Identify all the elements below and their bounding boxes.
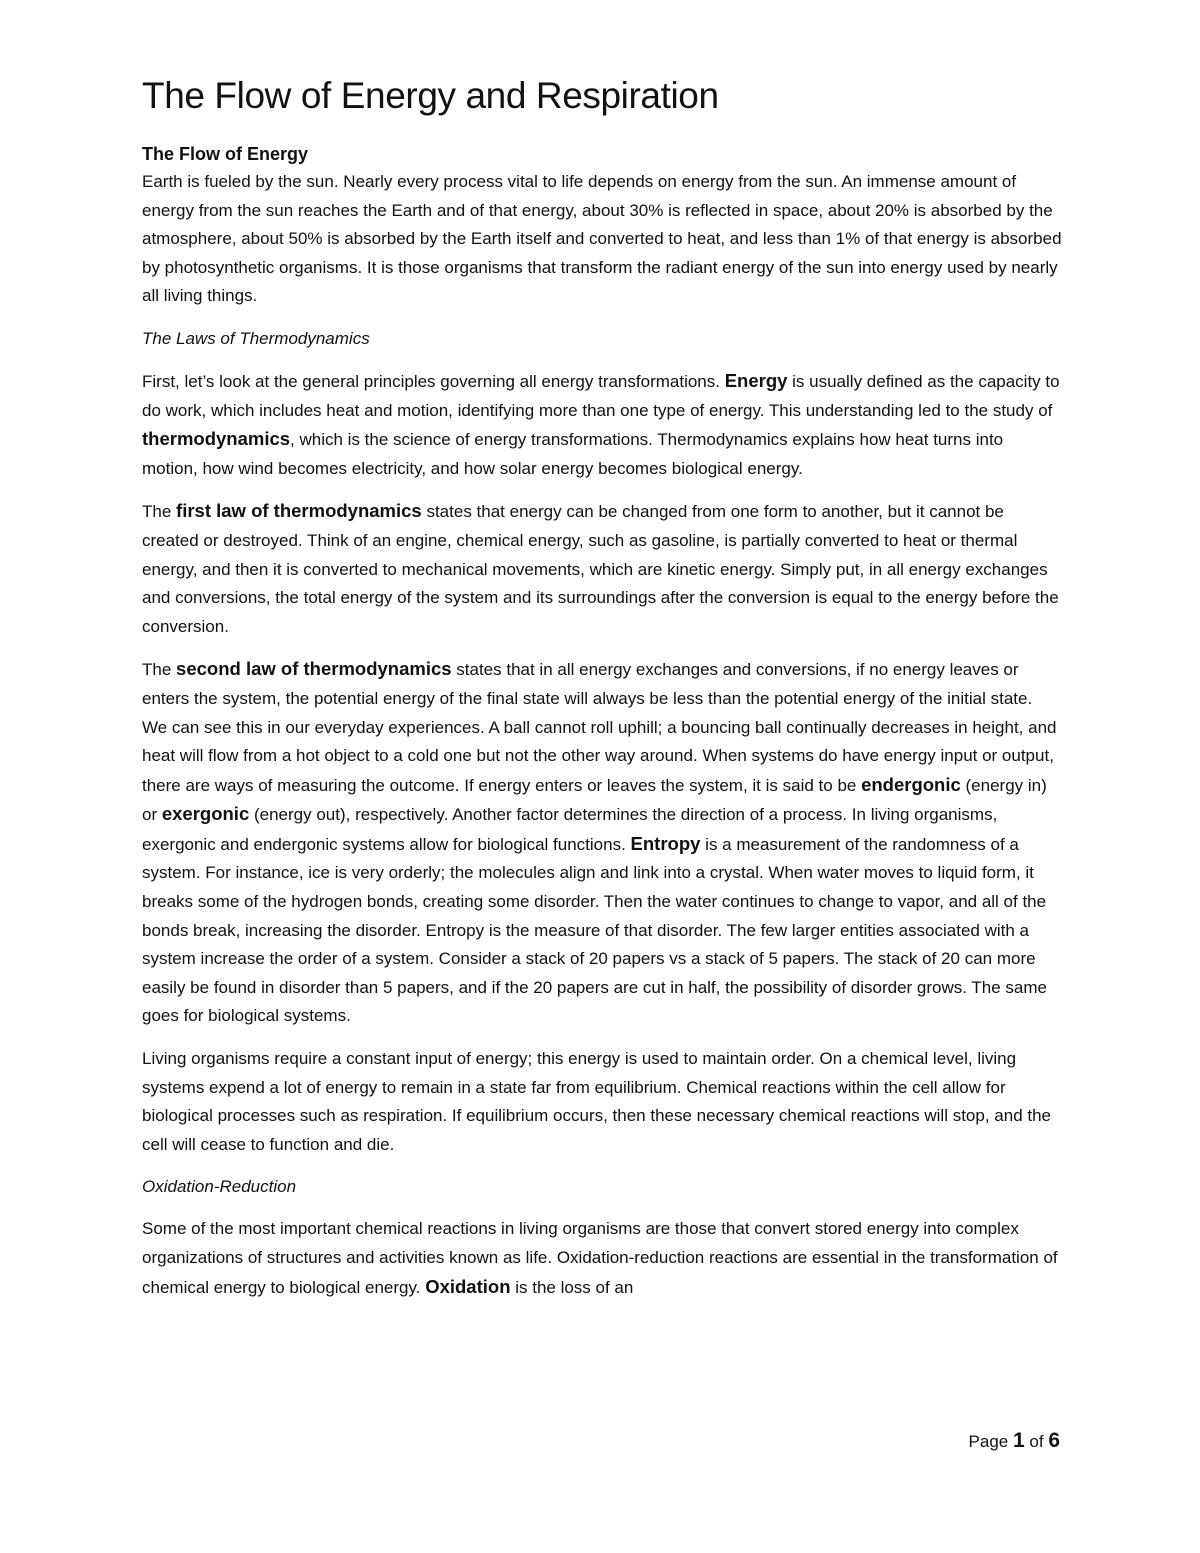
- text-run: First, let’s look at the general principles governing all energy transformations.: [142, 371, 725, 391]
- page-label: Page: [968, 1432, 1009, 1451]
- term-energy: Energy: [724, 369, 788, 391]
- section-heading: The Flow of Energy: [142, 144, 309, 164]
- living-organisms-paragraph: Living organisms require a constant input of energy; this energy is used to maintain order. On a chemical level, living systems expend a lot of energy to remain in a state far from equilibrium. Chemical reactions within the cell allow for biological processes such as respiration. If equilibrium occurs, then these necessary chemical reactions will stop, and the cell will cease to function and die.: [142, 1049, 1052, 1154]
- text-run: The: [142, 502, 177, 522]
- thermodynamics-paragraph-1: [142, 367, 1062, 483]
- text-run: states that energy can be changed from one form to another, but it cannot be created or destroyed. Think of an engine, chemical energy, such as gasoline, is partially converted to heat or thermal energy, and then it is converted to mechanical movements, which are kinetic energy. Simply put, in all energy exchanges and conversions, the total energy of the system and its surroundings after the conversion is equal to the energy before the conversion.: [142, 502, 1059, 636]
- document-body: [142, 70, 1062, 1316]
- document-title: The Flow of Energy and Respiration: [142, 75, 719, 116]
- second-law-paragraph: [142, 655, 1062, 1031]
- text-run: , which is the science of energy transformations. Thermodynamics explains how heat turns into motion, how wind becomes electricity, and how solar energy becomes biological energy.: [142, 430, 1004, 478]
- term-oxidation: Oxidation: [425, 1275, 511, 1297]
- text-run: is the loss of an: [510, 1277, 634, 1297]
- term-thermodynamics: thermodynamics: [142, 428, 291, 450]
- term-second-law: second law of thermodynamics: [176, 658, 452, 680]
- current-page-number: 1: [1012, 1429, 1025, 1452]
- text-run: is a measurement of the randomness of a system. For instance, ice is very orderly; the molecules align and link into a crystal. When water moves to liquid form, it breaks some of the hydrogen bonds, creating some disorder. Then the water continues to change to vapor, and all of the bonds break, increasing the disorder. Entropy is the measure of that disorder. The few larger entities associated with a system increase the order of a system. Consider a stack of 20 papers vs a stack of 5 papers. The stack of 20 can more easily be found in disorder than 5 papers, and if the 20 papers are cut in half, the possibility of disorder grows. The same goes for biological systems.: [142, 834, 1047, 1026]
- text-run: is usually defined as the capacity to do work, which includes heat and motion, identifying more than one type of energy. This understanding led to the study of: [142, 371, 1060, 420]
- term-exergonic: exergonic: [161, 803, 250, 825]
- first-law-paragraph: [142, 497, 1062, 641]
- term-first-law: first law of thermodynamics: [176, 500, 422, 522]
- text-run: (energy out), respectively. Another factor determines the direction of a process. In living organisms, exergonic and endergonic systems allow for biological functions.: [142, 805, 998, 854]
- term-endergonic: endergonic: [861, 773, 961, 795]
- text-run: Some of the most important chemical reactions in living organisms are those that convert stored energy into complex organizations of structures and activities known as life. Oxidation-reduction reactions are essential in the transformation of chemical energy to biological energy.: [142, 1219, 1058, 1297]
- text-run: states that in all energy exchanges and conversions, if no energy leaves or enters the system, the potential energy of the final state will always be less than the potential energy of the initial state. We can see this in our everyday experiences. A ball cannot roll uphill; a bouncing ball continually decreases in height, and heat will flow from a hot object to a cold one but not the other way around. When systems do have energy input or output, there are ways of measuring the outcome. If energy enters or leaves the system, it is said to be: [142, 660, 1057, 795]
- text-run: (energy in) or: [142, 775, 1047, 825]
- term-entropy: Entropy: [630, 832, 701, 854]
- page-number-footer: [969, 1428, 1060, 1455]
- total-pages-number: 6: [1048, 1429, 1060, 1452]
- of-label: of: [1029, 1432, 1044, 1451]
- oxidation-reduction-heading: Oxidation-Reduction: [142, 1177, 297, 1197]
- intro-paragraph: Earth is fueled by the sun. Nearly every process vital to life depends on energy from the sun. An immense amount of energy from the sun reaches the Earth and of that energy, about 30% is reflected in space, about 20% is absorbed by the atmosphere, about 50% is absorbed by the Earth itself and converted to heat, and less than 1% of that energy is absorbed by photosynthetic organisms. It is those organisms that transform the radiant energy of the sun into energy used by nearly all living things.: [142, 172, 1062, 306]
- text-run: The: [142, 660, 177, 680]
- thermodynamics-heading: The Laws of Thermodynamics: [142, 328, 370, 348]
- oxidation-reduction-paragraph: [142, 1215, 1062, 1302]
